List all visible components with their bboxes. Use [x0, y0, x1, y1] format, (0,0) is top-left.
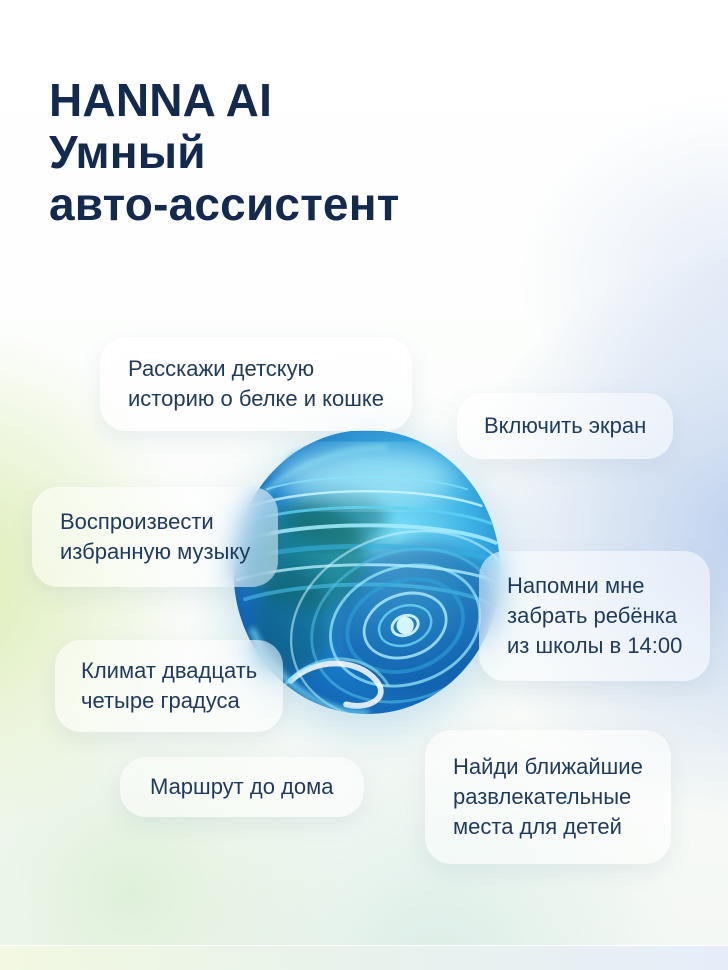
voice-command-bubble-play-favorite-music [32, 487, 278, 587]
subtitle-line-2: авто-ассистент [49, 178, 400, 230]
voice-command-bubble-find-entertainment [425, 730, 671, 864]
voice-command-bubble-climate-24-degrees [55, 640, 283, 732]
voice-command-bubble-route-home [120, 757, 364, 817]
page-title [49, 74, 399, 230]
bubble-line: Климат двадцать [81, 658, 258, 683]
voice-command-bubble-turn-on-screen [457, 393, 673, 459]
bubble-line: Воспроизвести [60, 509, 214, 534]
bubble-line: развлекательные [453, 784, 632, 809]
bubble-line: из школы в 14:00 [507, 633, 683, 658]
bubble-line: Включить экран [484, 413, 647, 438]
bottom-gradient-band [0, 945, 728, 970]
bubble-line: Найди ближайшие [453, 754, 643, 779]
bubble-line: Напомни мне [507, 573, 645, 598]
bubble-line: Маршрут до дома [150, 774, 334, 799]
bubble-line: забрать ребёнка [507, 603, 678, 628]
bubble-line: избранную музыку [60, 539, 251, 564]
bubble-line: четыре градуса [81, 688, 240, 713]
subtitle-line-1: Умный [49, 126, 206, 178]
brand-name: HANNA AI [49, 74, 273, 126]
bubble-line: Расскажи детскую [128, 356, 315, 381]
voice-command-bubble-tell-kids-story [100, 337, 412, 431]
voice-command-bubble-remind-pick-up-child [479, 551, 710, 681]
bubble-line: историю о белке и кошке [128, 386, 385, 411]
bubble-line: места для детей [453, 814, 622, 839]
